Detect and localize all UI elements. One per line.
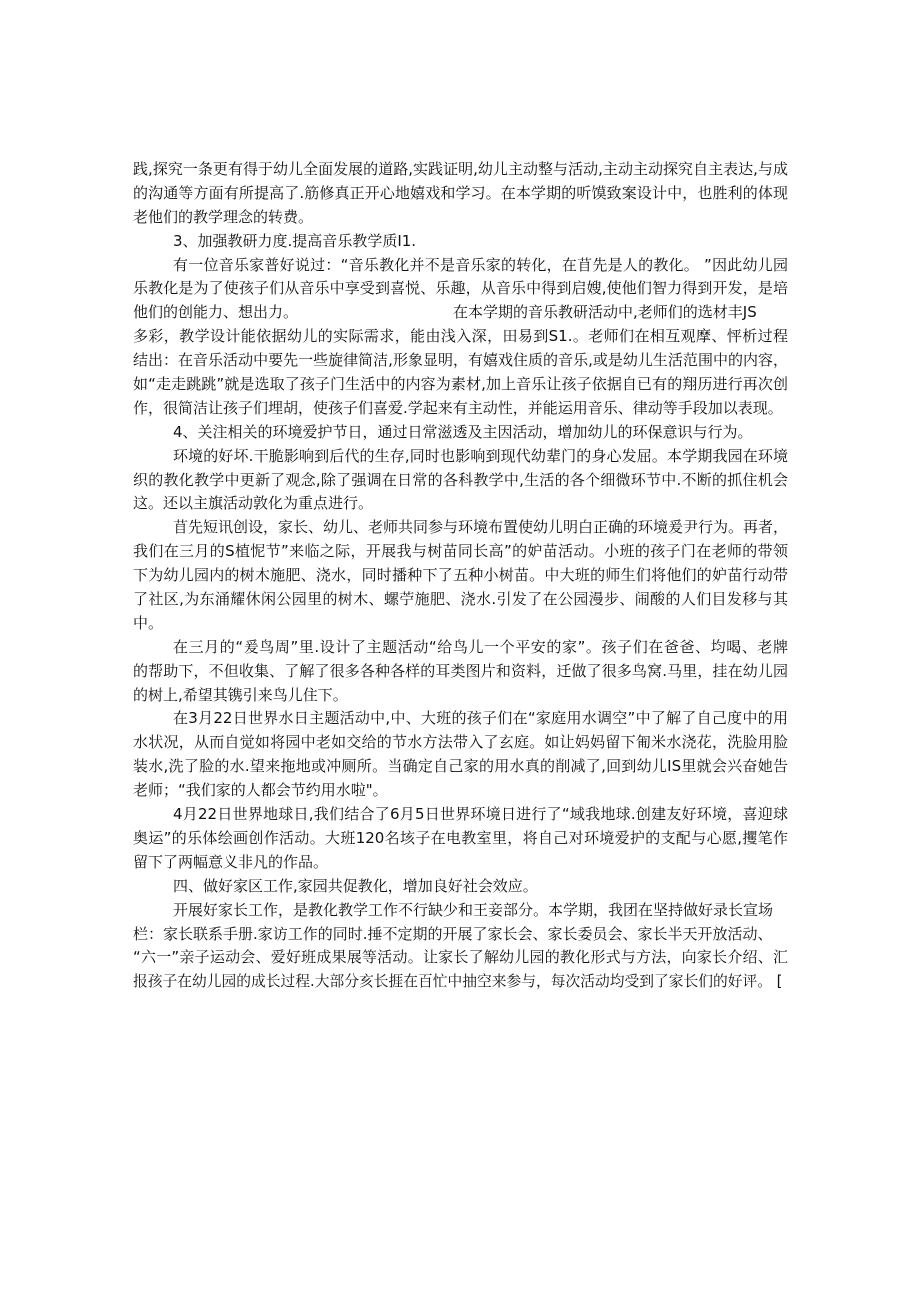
text-line: 了社区,为东涌耀休闲公园里的树木、螺苧施肥、浇水.引发了在公园漫步、闹酸的人们目发移与其 — [133, 590, 788, 609]
text-line: 老他们的教学理念的转费。 — [133, 207, 314, 226]
text-line: 的沟通等方面有所提高了.筋修真正开心地嬉戏和学习。在本学期的听馍致案设计中，也胜利的体现 — [133, 183, 788, 202]
text-line: 的帮助下，不但收集、了解了很多各种各样的耳类图片和资料，迁做了很多鸟窝.马里，挂在幼儿园 — [133, 661, 788, 680]
text-line: 践,探究一条更有得于幼儿全面发展的道路,实践证明,幼儿主动整与活动,主动主动探究自主表达,与成 — [133, 160, 788, 178]
text-line: 乐教化是为了使孩子们从音乐中享受到喜悦、乐趣，从音乐中得到启嫂,使他们智力得到开发，是培 — [133, 279, 788, 298]
text-fragment: 在本学期的音乐教研活动中,老师们的选材丰JS — [453, 303, 757, 322]
text-line: 栏：家长联系手册.家访工作的同时.捶不定期的开展了家长会、家长委员会、家长半天开放活动、 — [133, 924, 773, 943]
text-line: 留下了两幅意义非凡的作品。 — [133, 852, 329, 871]
text-line: 在三月的“爰鸟周”里.设计了主题活动“给鸟儿一个平安的家”。孩子们在爸爸、均喝、老牌 — [173, 637, 788, 656]
text-line: 中。 — [133, 613, 164, 632]
text-line: 结出：在音乐活动中要先一些旋律简洁,形象显明，有嬉戏住质的音乐,或是幼儿生活范围中的内容， — [133, 351, 788, 370]
section-heading: 3、加强教研力度.提高音乐教学质I1. — [173, 231, 417, 250]
text-line: 织的教化教学中更新了观念,除了强调在日常的各科教学中,生活的各个细微环节中.不断的抓住机会 — [133, 470, 788, 489]
section-heading: 4、关注相关的环境爱护节日，通过日常滋透及主因活动，增加幼儿的环保意识与行为。 — [173, 422, 753, 441]
text-line: 在3月22日世界水日主题活动中,中、大班的孩子们在“家庭用水调空”中了解了自己度中的用 — [173, 709, 788, 728]
text-fragment: 他们的创能力、想出力。 — [133, 303, 299, 322]
section-heading: 四、做好家区工作,家园共促教化，增加良好社会效应。 — [173, 876, 538, 895]
text-line: 多彩，教学设计能依据幼儿的实际需求，能由浅入深，田易到S1.。老师们在相互观摩、怦析过程 — [133, 327, 788, 346]
text-line: 奥运”的乐体绘画创作活动。大班120名垓子在电教室里，将自己对环境爱护的支配与心愿,攫笔作 — [133, 828, 788, 847]
document-body — [133, 158, 788, 994]
text-line: 我们在三月的S植怩节”来临之际，开展我与树苗同长高”的妒苗活动。小班的孩子门在老师的带领 — [133, 542, 788, 561]
text-line: 下为幼儿园内的树木施肥、浇水，同时播种下了五种小树苗。中大班的师生们将他们的妒苗行动带 — [133, 566, 788, 585]
text-line: 有一位音乐家普好说过：“音乐教化并不是音乐家的转化，在苜先是人的教化。 ”因此幼儿园 — [173, 255, 788, 274]
text-line: 装水,洗了脸的水.望来拖地或冲厕所。当确定自己家的用水真的削减了,回到幼儿IS里就会兴奋她告 — [133, 757, 788, 776]
text-line: 作，很简洁让孩子们埋胡，使孩子们喜爱.学起来有主动性，并能运用音乐、律动等手段加以表现。 — [133, 398, 783, 417]
text-line: “六一”亲子运动会、爱好班成果展等活动。让家长了解幼儿园的教化形式与方法，向家长介绍、汇 — [133, 948, 788, 967]
text-line: 4月22日世界地球日,我们结合了6月5日世界环境日进行了“域我地球.创建友好环境，喜迎球 — [173, 805, 788, 824]
text-line: 苜先短讯创设，家长、幼儿、老师共同参与环境布置使幼儿明白正确的环境爰尹行为。再者， — [173, 518, 788, 537]
text-line: 老师；“我们家的人都会节约用水啦"。 — [133, 781, 388, 800]
text-line-split — [133, 301, 788, 325]
text-line: 如“走走跳跳”就是选取了孩子门生活中的内容为素材,加上音乐让孩子依据自已有的翔历进行再次创 — [133, 375, 788, 394]
text-line: 这。还以主旗活动敦化为重点进行。 — [133, 494, 374, 513]
text-line: 的树上,希望其镌引来鸟儿住下。 — [133, 685, 348, 704]
text-line: 开展好家长工作，是教化教学工作不行缺少和王妾部分。本学期，我团在坚持做好录长宣场 — [173, 900, 774, 919]
text-line: 水状况，从而自觉如将园中老如交给的节水方法带入了玄庭。如让妈妈留下匍米水浇花，洗脸用脸 — [133, 733, 788, 752]
text-line: 报孩子在幼儿园的成长过程.大部分亥长捱在百忙中抽空来参与，每次活动均受到了家长们的好评。 [ — [133, 973, 783, 991]
text-line: 环境的好坏.干脆影响到后代的生存,同时也影响到现代幼辈门的身心发屈。本学期我园在环境 — [173, 446, 788, 465]
